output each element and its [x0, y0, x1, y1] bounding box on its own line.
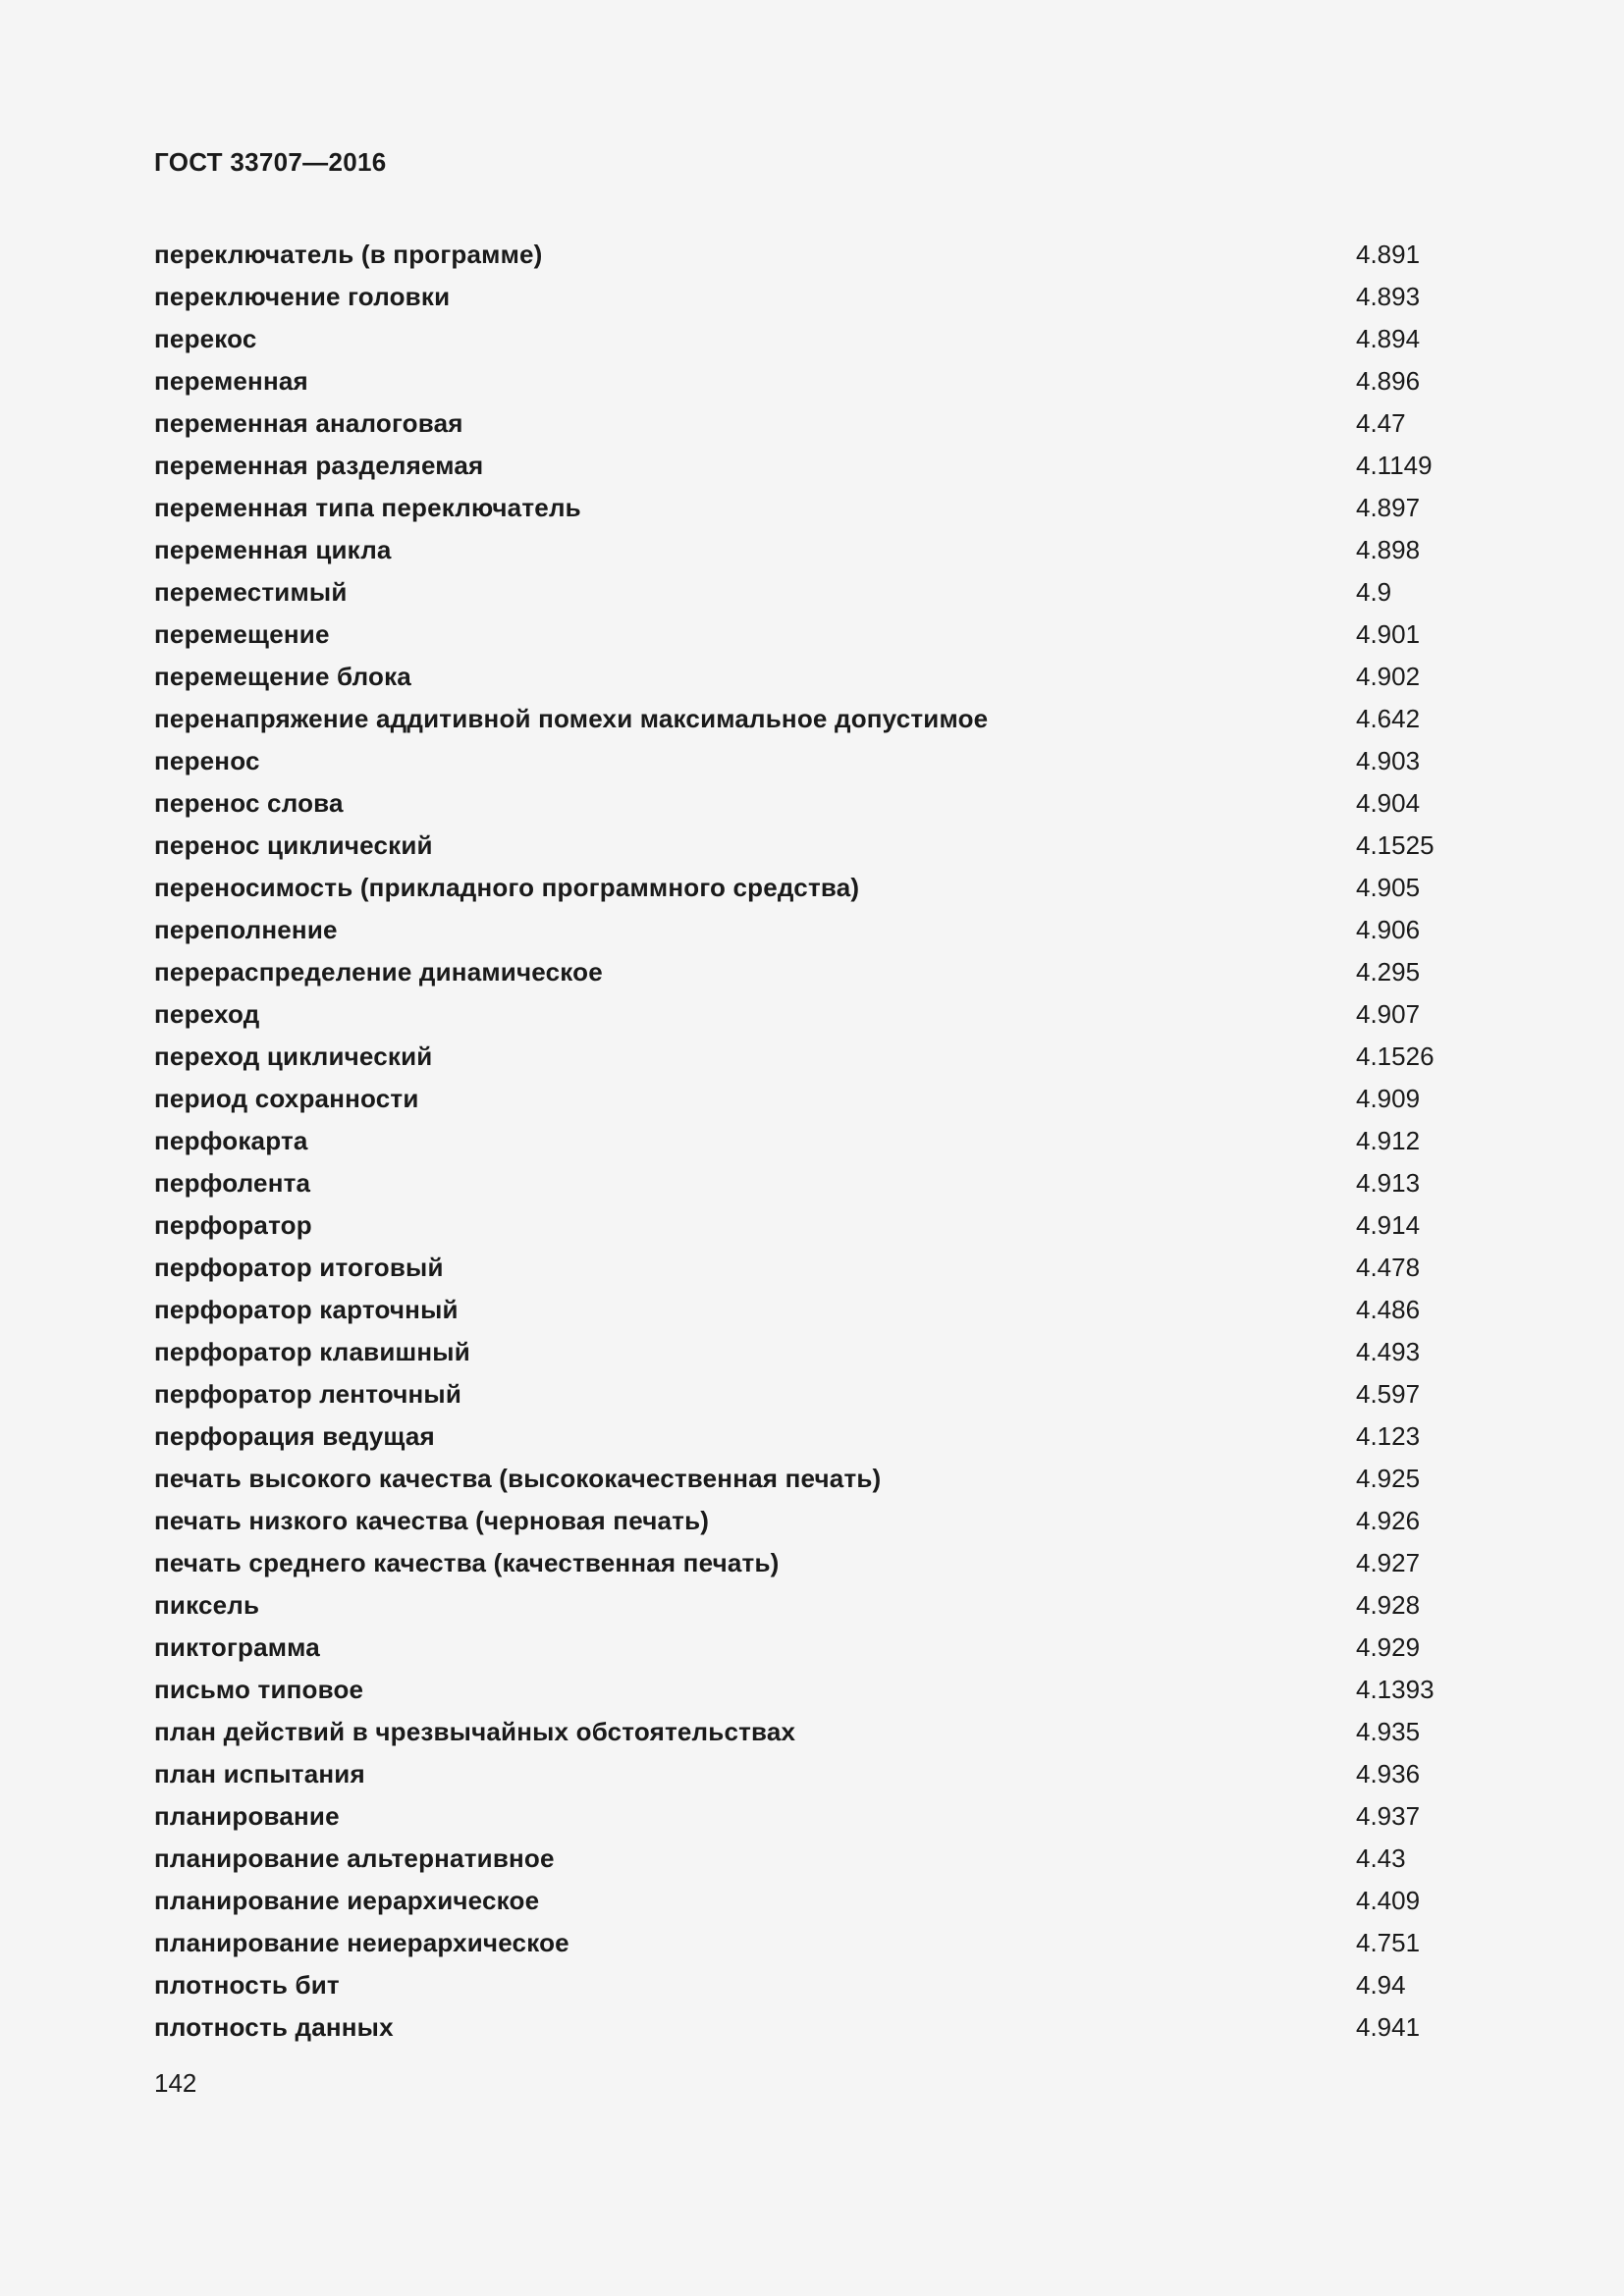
index-term: перфоратор ленточный: [154, 1379, 462, 1409]
index-reference-number: 4.123: [1356, 1421, 1421, 1451]
index-entry: [154, 1922, 1470, 1964]
index-entry: [154, 445, 1470, 487]
index-entry: [154, 1331, 1470, 1373]
index-reference-number: 4.896: [1356, 366, 1421, 396]
index-entry: [154, 1880, 1470, 1922]
index-term: переменная аналоговая: [154, 408, 463, 438]
index-reference-number: 4.912: [1356, 1126, 1421, 1155]
index-reference-number: 4.642: [1356, 704, 1421, 733]
index-entry: [154, 1542, 1470, 1584]
index-reference-number: 4.493: [1356, 1337, 1421, 1366]
page-number: 142: [154, 2068, 197, 2098]
index-term: печать высокого качества (высококачественная печать): [154, 1464, 882, 1493]
index-entry: [154, 1078, 1470, 1120]
index-term: план испытания: [154, 1759, 365, 1789]
index-reference-number: 4.905: [1356, 873, 1421, 902]
index-reference-number: 4.941: [1356, 2012, 1421, 2042]
index-entry: [154, 1120, 1470, 1162]
index-reference-number: 4.751: [1356, 1928, 1421, 1957]
index-term: перекос: [154, 324, 257, 353]
index-reference-number: 4.898: [1356, 535, 1421, 564]
index-term: переменная: [154, 366, 308, 396]
index-reference-number: 4.935: [1356, 1717, 1421, 1746]
index-entry: [154, 487, 1470, 529]
index-entry: [154, 360, 1470, 402]
index-reference-number: 4.927: [1356, 1548, 1421, 1577]
document-header: ГОСТ 33707—2016: [154, 147, 387, 177]
index-entry: [154, 1838, 1470, 1880]
index-term: переносимость (прикладного программного средства): [154, 873, 860, 902]
index-entry: [154, 529, 1470, 571]
index-term: планирование иерархическое: [154, 1886, 540, 1915]
index-entry: [154, 740, 1470, 782]
index-term: перфоратор итоговый: [154, 1253, 444, 1282]
index-term: печать низкого качества (черновая печать): [154, 1506, 710, 1535]
index-entry: [154, 1964, 1470, 2006]
index-entry: [154, 402, 1470, 445]
index-entry: [154, 1458, 1470, 1500]
index-reference-number: 4.906: [1356, 915, 1421, 944]
index-reference-number: 4.904: [1356, 788, 1421, 818]
index-entry: [154, 782, 1470, 825]
index-term: план действий в чрезвычайных обстоятельствах: [154, 1717, 796, 1746]
index-term: переменная разделяемая: [154, 451, 484, 480]
index-term: перераспределение динамическое: [154, 957, 603, 987]
index-entry: [154, 867, 1470, 909]
index-reference-number: 4.929: [1356, 1632, 1421, 1662]
index-term: переключение головки: [154, 282, 451, 311]
index-term: переход циклический: [154, 1041, 433, 1071]
index-reference-number: 4.409: [1356, 1886, 1421, 1915]
index-entry: [154, 1373, 1470, 1415]
index-reference-number: 4.478: [1356, 1253, 1421, 1282]
index-term: перфоратор карточный: [154, 1295, 459, 1324]
index-entry: [154, 2006, 1470, 2049]
index-term: переполнение: [154, 915, 338, 944]
index-reference-number: 4.94: [1356, 1970, 1406, 2000]
index-term: переход: [154, 999, 260, 1029]
index-entry: [154, 1711, 1470, 1753]
index-entry: [154, 1162, 1470, 1204]
index-entry: [154, 1753, 1470, 1795]
index-reference-number: 4.9: [1356, 577, 1392, 607]
index-term: перфоратор: [154, 1210, 312, 1240]
index-entry: [154, 1795, 1470, 1838]
index-entry: [154, 1500, 1470, 1542]
index-term: пиктограмма: [154, 1632, 320, 1662]
index-term: переменная цикла: [154, 535, 392, 564]
index-term: период сохранности: [154, 1084, 419, 1113]
index-term: пиксель: [154, 1590, 260, 1620]
index-reference-number: 4.1393: [1356, 1675, 1435, 1704]
index-reference-number: 4.909: [1356, 1084, 1421, 1113]
index-term: перемещение: [154, 619, 330, 649]
index-term: планирование неиерархическое: [154, 1928, 569, 1957]
index-entry: [154, 614, 1470, 656]
index-term: письмо типовое: [154, 1675, 364, 1704]
index-entry: [154, 1415, 1470, 1458]
index-reference-number: 4.891: [1356, 240, 1421, 269]
index-term: перенос: [154, 746, 260, 775]
index-entry: [154, 571, 1470, 614]
index-reference-number: 4.897: [1356, 493, 1421, 522]
index-entry: [154, 1627, 1470, 1669]
index-reference-number: 4.936: [1356, 1759, 1421, 1789]
index-reference-number: 4.926: [1356, 1506, 1421, 1535]
term-index-list: [154, 234, 1470, 2049]
index-reference-number: 4.1525: [1356, 830, 1435, 860]
index-term: плотность данных: [154, 2012, 394, 2042]
index-entry: [154, 698, 1470, 740]
index-reference-number: 4.928: [1356, 1590, 1421, 1620]
index-reference-number: 4.1526: [1356, 1041, 1435, 1071]
index-term: переместимый: [154, 577, 348, 607]
index-entry: [154, 318, 1470, 360]
index-reference-number: 4.914: [1356, 1210, 1421, 1240]
index-reference-number: 4.913: [1356, 1168, 1421, 1198]
index-term: перенос циклический: [154, 830, 433, 860]
index-reference-number: 4.907: [1356, 999, 1421, 1029]
index-entry: [154, 656, 1470, 698]
index-entry: [154, 909, 1470, 951]
index-reference-number: 4.902: [1356, 662, 1421, 691]
index-reference-number: 4.1149: [1356, 451, 1433, 480]
index-term: перенапряжение аддитивной помехи максимальное допустимое: [154, 704, 989, 733]
index-entry: [154, 1247, 1470, 1289]
index-reference-number: 4.47: [1356, 408, 1406, 438]
index-term: перенос слова: [154, 788, 344, 818]
index-entry: [154, 825, 1470, 867]
index-entry: [154, 234, 1470, 276]
index-reference-number: 4.893: [1356, 282, 1421, 311]
index-term: планирование альтернативное: [154, 1843, 555, 1873]
index-term: перфолента: [154, 1168, 311, 1198]
index-entry: [154, 1289, 1470, 1331]
index-term: перфорация ведущая: [154, 1421, 435, 1451]
index-reference-number: 4.43: [1356, 1843, 1406, 1873]
index-term: перфоратор клавишный: [154, 1337, 470, 1366]
index-term: планирование: [154, 1801, 340, 1831]
index-reference-number: 4.937: [1356, 1801, 1421, 1831]
index-term: плотность бит: [154, 1970, 340, 2000]
index-term: переменная типа переключатель: [154, 493, 581, 522]
index-entry: [154, 993, 1470, 1036]
index-entry: [154, 951, 1470, 993]
index-reference-number: 4.925: [1356, 1464, 1421, 1493]
index-term: переключатель (в программе): [154, 240, 543, 269]
index-entry: [154, 1036, 1470, 1078]
index-reference-number: 4.894: [1356, 324, 1421, 353]
index-reference-number: 4.597: [1356, 1379, 1421, 1409]
index-reference-number: 4.901: [1356, 619, 1421, 649]
index-term: перфокарта: [154, 1126, 308, 1155]
index-entry: [154, 1204, 1470, 1247]
index-reference-number: 4.486: [1356, 1295, 1421, 1324]
index-term: перемещение блока: [154, 662, 411, 691]
index-entry: [154, 1669, 1470, 1711]
index-entry: [154, 1584, 1470, 1627]
index-term: печать среднего качества (качественная печать): [154, 1548, 780, 1577]
index-reference-number: 4.295: [1356, 957, 1421, 987]
index-entry: [154, 276, 1470, 318]
index-reference-number: 4.903: [1356, 746, 1421, 775]
